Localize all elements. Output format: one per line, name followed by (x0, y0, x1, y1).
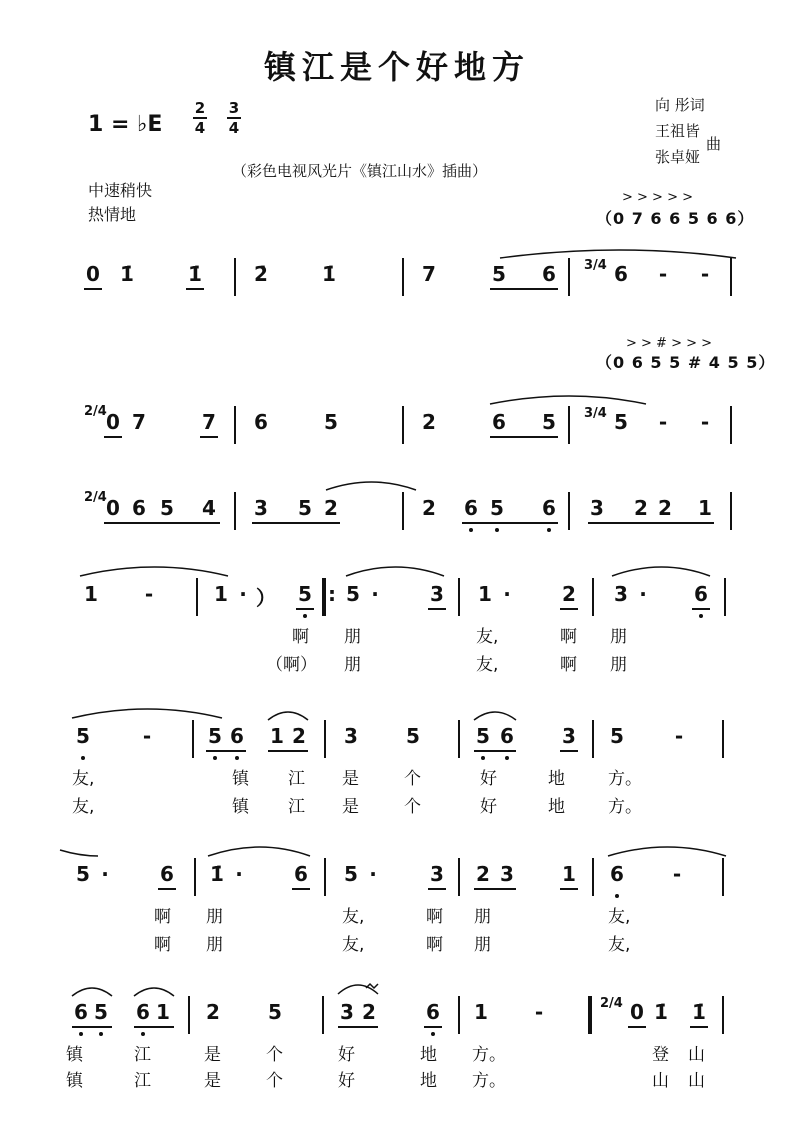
lyric: 朋 (344, 655, 361, 675)
barline (568, 406, 570, 444)
low-octave-dot (481, 756, 485, 760)
lyric: 地 (548, 797, 565, 817)
note: 5 (76, 724, 90, 748)
time-signature-2-4: 2 4 (194, 99, 206, 137)
composer-credit-2: 张卓娅 (655, 148, 701, 166)
barline (724, 578, 726, 616)
dash: - (700, 262, 710, 286)
lyric: 啊 (560, 627, 577, 647)
composer-suffix: 曲 (706, 135, 722, 153)
lyric: 好 (338, 1045, 355, 1065)
tie-arc (72, 706, 224, 720)
underline (268, 750, 308, 752)
lyric: 山 (688, 1045, 705, 1065)
lyric: 友, (476, 627, 499, 647)
low-octave-dot (495, 528, 499, 532)
time-signature-change: 2/4 (84, 490, 107, 505)
underline (104, 522, 220, 524)
note: 2̇ (254, 262, 268, 286)
lyric: 山 (688, 1071, 705, 1091)
barline (234, 406, 236, 444)
note: 6 (132, 496, 146, 520)
barline (592, 858, 594, 896)
lyric: 啊 (426, 935, 443, 955)
barline (322, 996, 324, 1034)
note: 2 (324, 496, 338, 520)
underline (104, 436, 122, 438)
note: 5 (160, 496, 174, 520)
dash: - (672, 862, 682, 886)
note: 5 (268, 1000, 282, 1024)
note: 5 (614, 410, 628, 434)
dash: - (534, 1000, 544, 1024)
lyric: 朋 (206, 935, 223, 955)
lyric: 地 (548, 769, 565, 789)
note: 2 (206, 1000, 220, 1024)
dash: - (700, 410, 710, 434)
lyric: 友, (342, 935, 365, 955)
lyric: 个 (404, 769, 421, 789)
slur-arc (346, 564, 446, 578)
note: 5 (344, 862, 358, 886)
note: 6 (614, 262, 628, 286)
note: 3 (254, 496, 268, 520)
barline (722, 858, 724, 896)
note: 5 (542, 410, 556, 434)
slur-arc (208, 844, 312, 858)
lyric: 朋 (474, 907, 491, 927)
note: 6 (160, 862, 174, 886)
underline (72, 1026, 112, 1028)
augmentation-dot: · (371, 582, 379, 606)
augmentation-dot: · (101, 862, 109, 886)
barline (188, 996, 190, 1034)
note: 5 (490, 496, 504, 520)
underline (560, 750, 578, 752)
underline (474, 888, 516, 890)
close-paren: ） (256, 586, 276, 610)
low-octave-dot (235, 756, 239, 760)
tie-arc (490, 394, 650, 406)
note: 6 (610, 862, 624, 886)
note: 1̇ (210, 862, 224, 886)
barline (192, 720, 194, 758)
note: 3 (344, 724, 358, 748)
note: 1 (562, 862, 576, 886)
lyric: 朋 (474, 935, 491, 955)
underline (158, 888, 176, 890)
lyric: 是 (342, 797, 359, 817)
lyric: 地 (420, 1045, 437, 1065)
slur-arc (72, 986, 112, 998)
dash: - (674, 724, 684, 748)
lyric: 啊 (560, 655, 577, 675)
note: 6 (500, 724, 514, 748)
note: 5 (324, 410, 338, 434)
underline (338, 1026, 378, 1028)
barline (234, 492, 236, 530)
note: 6 (426, 1000, 440, 1024)
slur-arc (474, 710, 516, 722)
composer-credit-1: 王祖皆 (655, 122, 701, 140)
lyric: 个 (266, 1045, 283, 1065)
note: 1 (84, 582, 98, 606)
underline (84, 288, 102, 290)
low-octave-dot (547, 528, 551, 532)
note: 6 (464, 496, 478, 520)
underline (292, 888, 310, 890)
tie-arc (80, 564, 230, 578)
underline (428, 608, 446, 610)
note: 6 (542, 496, 556, 520)
augmentation-dot: · (235, 862, 243, 886)
intro-1-accents: > > > > > (622, 190, 693, 205)
note: 5 (208, 724, 222, 748)
underline (692, 608, 710, 610)
lyric: 镇 (232, 769, 249, 789)
augmentation-dot: · (369, 862, 377, 886)
lyric: 友, (476, 655, 499, 675)
note: 1̇ (188, 262, 202, 286)
note: 2 (562, 582, 576, 606)
note: 7 (202, 410, 216, 434)
note: 3 (614, 582, 628, 606)
lyric: 个 (266, 1071, 283, 1091)
song-title: 镇江是个好地方 (263, 48, 530, 86)
note: 1̇ (120, 262, 134, 286)
underline (206, 750, 246, 752)
note: 1 (270, 724, 284, 748)
note: 6 (230, 724, 244, 748)
note: 1̇ (322, 262, 336, 286)
note: 2 (292, 724, 306, 748)
underline (252, 522, 340, 524)
note: 0 (86, 262, 100, 286)
tempo-marking: 中速稍快 (88, 181, 153, 200)
time-signature-3-4: 3 4 (228, 99, 240, 137)
note: 5 (346, 582, 360, 606)
dash: - (142, 724, 152, 748)
slur-arc (612, 564, 712, 578)
lyric: 江 (134, 1071, 151, 1091)
repeat-barline (588, 996, 592, 1034)
lyric: 好 (480, 769, 497, 789)
subtitle: （彩色电视风光片《镇江山水》插曲） (232, 162, 488, 180)
barline (324, 858, 326, 896)
low-octave-dot (615, 894, 619, 898)
augmentation-dot: · (239, 582, 247, 606)
underline (186, 288, 204, 290)
note: 0 (106, 496, 120, 520)
lyric: 友, (608, 935, 631, 955)
note: 1 (698, 496, 712, 520)
low-octave-dot (213, 756, 217, 760)
time-signature-change: 2/4 (84, 404, 107, 419)
underline (628, 1026, 646, 1028)
lyric: 镇 (232, 797, 249, 817)
note: 3 (430, 582, 444, 606)
barline (402, 492, 404, 530)
lyric: 江 (288, 797, 305, 817)
low-octave-dot (469, 528, 473, 532)
lyric: 啊 (292, 627, 309, 647)
intro-1-phrase: （0 7 6 6 5 6 6） (596, 209, 755, 228)
lyric: 是 (204, 1045, 221, 1065)
barline (730, 406, 732, 444)
barline (568, 258, 570, 296)
barline (458, 578, 460, 616)
note: 2 (422, 496, 436, 520)
barline (324, 720, 326, 758)
tie-arc (500, 248, 740, 260)
note: 1̇ (654, 1000, 668, 1024)
low-octave-dot (141, 1032, 145, 1036)
lyric: 地 (420, 1071, 437, 1091)
low-octave-dot (81, 756, 85, 760)
note: 6 (492, 410, 506, 434)
note: 6 (74, 1000, 88, 1024)
note: 2 (658, 496, 672, 520)
lyric: 好 (338, 1071, 355, 1091)
barline (730, 258, 732, 296)
dash: - (658, 410, 668, 434)
underline (462, 522, 558, 524)
note: 3 (562, 724, 576, 748)
underline (424, 1026, 442, 1028)
note: 5 (298, 582, 312, 606)
underline (560, 608, 578, 610)
lyric: 是 (342, 769, 359, 789)
expression-marking: 热情地 (88, 205, 137, 224)
intro-2-phrase: （0 6 5 5 # 4 5 5） (596, 353, 776, 372)
note: 5 (298, 496, 312, 520)
lyric: 是 (204, 1071, 221, 1091)
note: 6 (542, 262, 556, 286)
note: 0 (630, 1000, 644, 1024)
barline (722, 720, 724, 758)
slur-arc (134, 986, 174, 998)
note: 6 (254, 410, 268, 434)
lyric: 方。 (608, 797, 642, 817)
barline (458, 858, 460, 896)
note: 3 (430, 862, 444, 886)
barline (458, 720, 460, 758)
barline (196, 578, 198, 616)
low-octave-dot (699, 614, 703, 618)
augmentation-dot: · (503, 582, 511, 606)
note: 1 (474, 1000, 488, 1024)
barline (592, 720, 594, 758)
lyric: 镇 (66, 1071, 83, 1091)
note: 2 (362, 1000, 376, 1024)
barline (730, 492, 732, 530)
underline (296, 608, 314, 610)
tie-arc (60, 844, 100, 858)
lyric: 朋 (610, 627, 627, 647)
lyric: 方。 (608, 769, 642, 789)
note: 5 (492, 262, 506, 286)
underline (474, 750, 516, 752)
note: 5 (76, 862, 90, 886)
lyric: 友, (72, 769, 95, 789)
note: 1 (156, 1000, 170, 1024)
time-signature-change: 2/4 (600, 996, 623, 1011)
barline (402, 406, 404, 444)
lyric: 山 (652, 1071, 669, 1091)
low-octave-dot (79, 1032, 83, 1036)
low-octave-dot (99, 1032, 103, 1036)
lyric: 方。 (472, 1045, 506, 1065)
lyric: 方。 (472, 1071, 506, 1091)
barline (402, 258, 404, 296)
time-signature-change: 3/4 (584, 406, 607, 421)
note: 4 (202, 496, 216, 520)
lyric: 镇 (66, 1045, 83, 1065)
lyric: 朋 (610, 655, 627, 675)
underline (490, 288, 558, 290)
lyric: 朋 (206, 907, 223, 927)
slur-arc (268, 710, 308, 722)
underline (134, 1026, 174, 1028)
note: 1̇ (692, 1000, 706, 1024)
underline (428, 888, 446, 890)
lyric: （啊） (266, 655, 317, 675)
note: 0 (106, 410, 120, 434)
repeat-barline (322, 578, 326, 616)
lyric: 个 (404, 797, 421, 817)
note: 1 (214, 582, 228, 606)
key-signature: 1 = ♭E (88, 112, 163, 137)
lyric: 友, (72, 797, 95, 817)
low-octave-dot (505, 756, 509, 760)
note: 2 (476, 862, 490, 886)
lyric: 啊 (154, 907, 171, 927)
note: 5 (94, 1000, 108, 1024)
dash: - (658, 262, 668, 286)
barline (722, 996, 724, 1034)
note: 2 (422, 410, 436, 434)
underline (490, 436, 558, 438)
barline (194, 858, 196, 896)
barline (592, 578, 594, 616)
lyric: 江 (288, 769, 305, 789)
tie-arc (326, 480, 418, 492)
dash: - (144, 582, 154, 606)
note: 3 (590, 496, 604, 520)
mordent-icon (338, 980, 388, 996)
lyric: 江 (134, 1045, 151, 1065)
augmentation-dot: · (639, 582, 647, 606)
lyric: 朋 (344, 627, 361, 647)
lyric: 登 (652, 1045, 669, 1065)
note: 6 (136, 1000, 150, 1024)
note: 6 (694, 582, 708, 606)
time-signature-change: 3/4 (584, 258, 607, 273)
note: 5 (406, 724, 420, 748)
note: 6 (294, 862, 308, 886)
underline (690, 1026, 708, 1028)
barline (458, 996, 460, 1034)
repeat-dots: : (328, 582, 336, 606)
note: 3 (340, 1000, 354, 1024)
underline (200, 436, 218, 438)
note: 3 (500, 862, 514, 886)
low-octave-dot (303, 614, 307, 618)
underline (560, 888, 578, 890)
lyric: 啊 (154, 935, 171, 955)
note: 5 (476, 724, 490, 748)
lyric: 好 (480, 797, 497, 817)
intro-2-accents: > > # > > > (626, 336, 713, 351)
tie-arc (608, 844, 728, 858)
note: 5 (610, 724, 624, 748)
note: 2 (634, 496, 648, 520)
barline (234, 258, 236, 296)
note: 7 (422, 262, 436, 286)
barline (568, 492, 570, 530)
lyricist-credit: 向 彤词 (655, 96, 705, 114)
note: 1 (478, 582, 492, 606)
underline (588, 522, 714, 524)
low-octave-dot (431, 1032, 435, 1036)
lyric: 啊 (426, 907, 443, 927)
lyric: 友, (608, 907, 631, 927)
note: 7 (132, 410, 146, 434)
lyric: 友, (342, 907, 365, 927)
